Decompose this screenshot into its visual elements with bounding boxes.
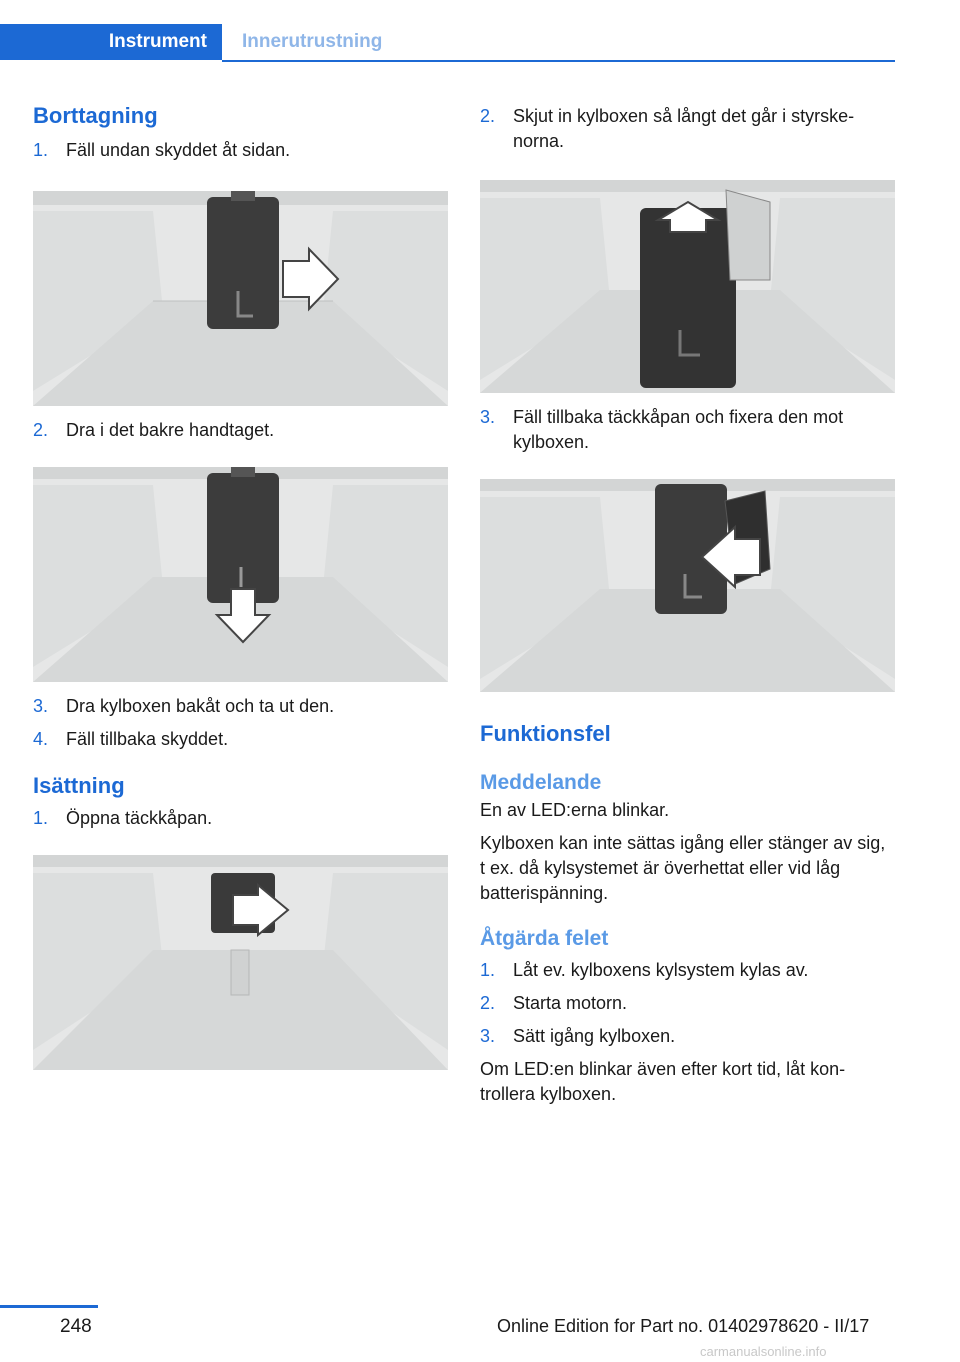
section-title-borttagning: Borttagning	[33, 103, 158, 128]
step-item	[480, 991, 895, 1016]
paragraph: Kylboxen kan inte sättas igång eller stänger av sig, t ex. då kylsystemet är överhettat eller vid låg batterispänning.	[480, 833, 886, 903]
subsection-title-meddelande: Meddelande	[480, 771, 602, 794]
figure-remove-cover	[33, 191, 448, 406]
step-item	[33, 694, 448, 719]
step-text: Skjut in kylboxen så långt det går i styrske‐ norna.	[513, 106, 855, 151]
footer-rule	[0, 1305, 98, 1308]
step-text: Starta motorn.	[513, 993, 628, 1013]
step-item	[33, 138, 448, 163]
step-text: Fäll undan skyddet åt sidan.	[66, 140, 291, 160]
left-column	[33, 100, 448, 1070]
section-title-funktionsfel: Funktionsfel	[480, 721, 611, 746]
step-item	[33, 806, 448, 831]
step-text: Sätt igång kylboxen.	[513, 1026, 676, 1046]
step-item	[480, 104, 895, 154]
figure-pull-handle	[33, 467, 448, 682]
step-text: Dra i det bakre handtaget.	[66, 420, 275, 440]
step-text: Öppna täckkåpan.	[66, 808, 213, 828]
section-title-isattning: Isättning	[33, 773, 125, 798]
step-item	[480, 405, 895, 455]
step-number: 3.	[480, 1026, 496, 1046]
paragraph: En av LED:erna blinkar.	[480, 800, 670, 820]
tab-instrument[interactable]: Instrument	[0, 24, 222, 60]
step-item	[480, 958, 895, 983]
step-text: Fäll tillbaka täckkåpan och fixera den mot kylboxen.	[513, 407, 844, 452]
step-number: 1.	[480, 960, 496, 980]
step-text: Låt ev. kylboxens kylsystem kylas av.	[513, 960, 809, 980]
step-number: 2.	[480, 993, 496, 1013]
figure-insert-cooler	[480, 180, 895, 393]
step-number: 1.	[33, 808, 49, 828]
step-number: 2.	[480, 106, 496, 126]
step-number: 3.	[480, 407, 496, 427]
step-number: 3.	[33, 696, 49, 716]
step-text: Fäll tillbaka skyddet.	[66, 729, 229, 749]
figure-open-cover	[33, 855, 448, 1070]
figure-close-cover	[480, 479, 895, 692]
edition-info: Online Edition for Part no. 01402978620 - II/17	[497, 1316, 870, 1336]
closing-paragraph: Om LED:en blinkar även efter kort tid, låt kon‐ trollera kylboxen.	[480, 1059, 846, 1104]
step-text: Dra kylboxen bakåt och ta ut den.	[66, 696, 335, 716]
step-item	[480, 1024, 895, 1049]
tab-innerutrustning[interactable]: Innerutrustning	[242, 31, 383, 52]
step-number: 1.	[33, 140, 49, 160]
watermark: carmanualsonline.info	[700, 1344, 827, 1359]
step-item	[33, 418, 448, 443]
right-column	[480, 100, 895, 1107]
subsection-title-atgarda: Åtgärda felet	[480, 927, 609, 950]
step-number: 4.	[33, 729, 49, 749]
page-number: 248	[60, 1316, 92, 1337]
header-tabs	[0, 24, 895, 62]
header-rule	[222, 60, 895, 62]
step-number: 2.	[33, 420, 49, 440]
step-item	[33, 727, 448, 752]
